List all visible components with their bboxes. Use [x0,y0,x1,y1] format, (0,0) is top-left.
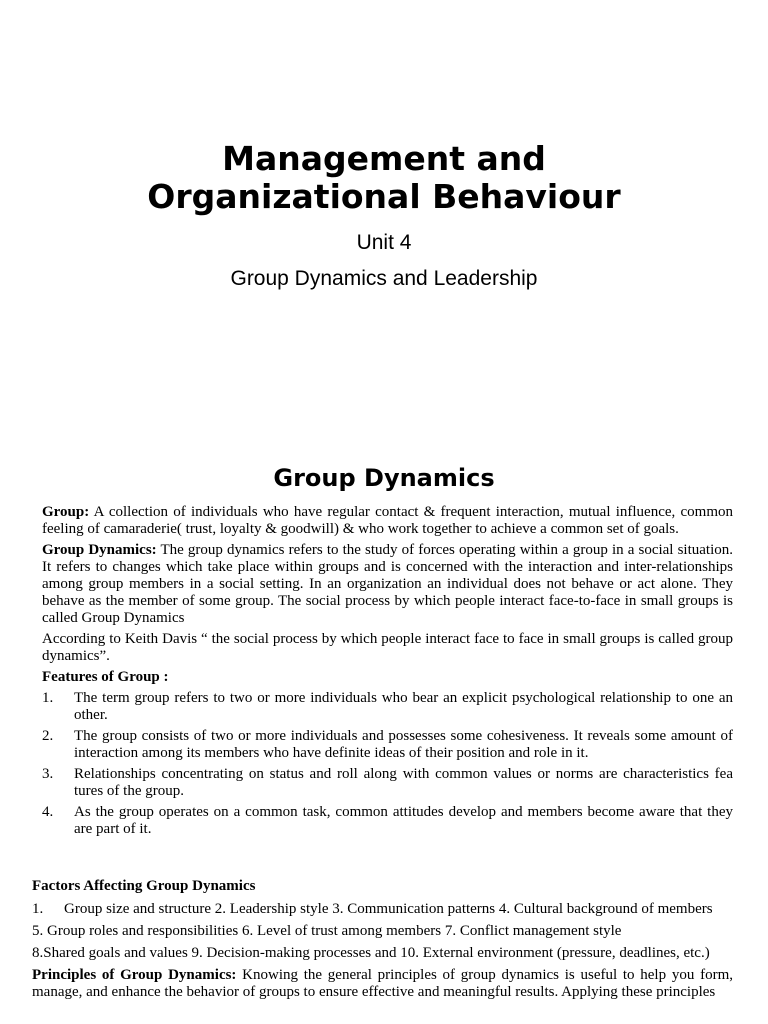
factors-heading: Factors Affecting Group Dynamics [32,878,256,894]
group-label: Group: [42,504,90,520]
factors-section [32,878,733,1006]
factors-number: 1. [32,901,44,917]
factors-line-1 [32,901,733,918]
list-item-number: 1. [42,690,54,706]
main-title-line1: Management and [222,139,546,178]
features-heading: Features of Group : [42,669,169,685]
list-item [42,804,733,838]
group-dynamics-definition [42,542,733,627]
list-item-text: Relationships concentrating on status and roll along with common values or norms are characteristics fea tures of the group. [74,766,733,799]
list-item-number: 4. [42,804,54,820]
list-item-text: As the group operates on a common task, common attitudes develop and members become aware that they are part of it. [74,804,733,837]
list-item-number: 3. [42,766,54,782]
list-item-number: 2. [42,728,54,744]
principles-label: Principles of Group Dynamics: [32,967,237,983]
principles-paragraph [32,967,733,1001]
list-item [42,728,733,762]
group-dynamics-label: Group Dynamics: [42,542,157,558]
section-heading: Group Dynamics [273,464,495,492]
body-text [42,504,733,842]
content-slide [0,430,768,1024]
group-dynamics-text: The group dynamics refers to the study of forces operating within a group in a social situation. It refers to changes which take place within groups and is concerned with the interaction and inter-relationships among group members in a social setting. In an organization an individual does not behave or act alone. They behave as the member of some group. The social process by which people interact face-to-face in small groups is called Group Dynamics [42,542,733,626]
group-definition [42,504,733,538]
davis-quote: According to Keith Davis “ the social process by which people interact face to face in small groups is called group dynamics”. [42,631,733,664]
factors-line-2: 5. Group roles and responsibilities 6. Level of trust among members 7. Conflict management style [32,923,622,939]
list-item-text: The group consists of two or more individuals and possesses some cohesiveness. It reveals some amount of interaction among its members who have definite ideas of their position and role in it. [74,728,733,761]
main-title-line2: Organizational Behaviour [147,177,621,216]
list-item [42,690,733,724]
principles-text: Knowing the general principles of group dynamics is useful to help you form, manage, and enhance the behavior of groups to ensure effective and meaningful results. Applying these principles [32,967,733,1000]
list-item-text: The term group refers to two or more individuals who bear an explicit psychological relationship to one an other. [74,690,733,723]
main-title [0,140,768,216]
unit-label: Unit 4 [356,231,412,254]
factors-line-3: 8.Shared goals and values 9. Decision-making processes and 10. External environment (pressure, deadlines, etc.) [32,945,710,961]
factors-text: Group size and structure 2. Leadership style 3. Communication patterns 4. Cultural background of members [64,901,713,917]
list-item [42,766,733,800]
group-text: A collection of individuals who have regular contact & frequent interaction, mutual influence, common feeling of camaraderie( trust, loyalty & goodwill) & who work together to achieve a common set of goals. [42,504,733,537]
unit-topic: Group Dynamics and Leadership [230,267,538,290]
features-list [42,690,733,838]
title-slide [0,0,768,430]
